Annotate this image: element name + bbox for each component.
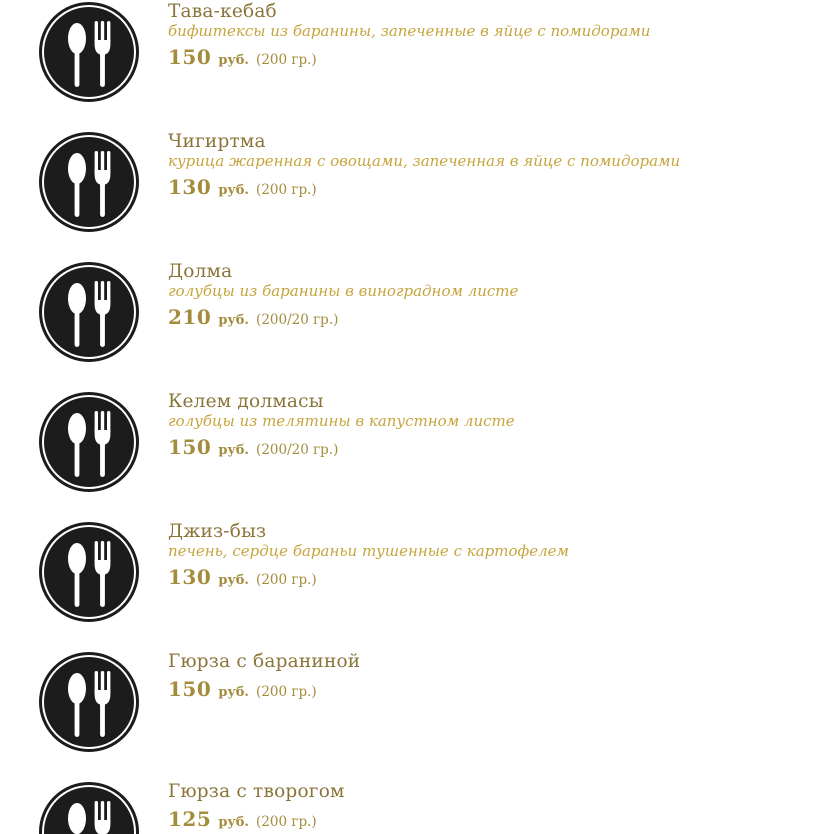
portion-size: (200 гр.) [256, 814, 317, 830]
cutlery-icon [39, 392, 139, 492]
portion-size: (200 гр.) [256, 572, 317, 588]
price-value: 130 [168, 565, 212, 589]
dish-price [168, 432, 818, 462]
portion-size: (200/20 гр.) [256, 312, 339, 328]
dish-price [168, 42, 818, 72]
cutlery-icon [39, 2, 139, 102]
menu-item[interactable] [0, 650, 832, 780]
dish-description: курица жаренная с овощами, запеченная в яйце с помидорами [168, 152, 681, 170]
price-currency: руб. [218, 313, 249, 328]
dish-price [168, 562, 818, 592]
dish-name: Чигиртма [168, 131, 266, 152]
price-currency: руб. [218, 53, 249, 68]
menu-item[interactable] [0, 260, 832, 390]
dish-price [168, 302, 818, 332]
price-currency: руб. [218, 573, 249, 588]
cutlery-icon [39, 262, 139, 362]
dish-description: голубцы из баранины в виноградном листе [168, 282, 519, 300]
dish-name: Гюрза с бараниной [168, 651, 361, 672]
menu-item[interactable] [0, 390, 832, 520]
cutlery-icon [39, 652, 139, 752]
price-currency: руб. [218, 443, 249, 458]
price-value: 150 [168, 45, 212, 69]
dish-description: печень, сердце бараньи тушенные с картофелем [168, 542, 569, 560]
dish-name: Долма [168, 261, 233, 282]
portion-size: (200 гр.) [256, 52, 317, 68]
dish-price [168, 674, 818, 704]
dish-description: голубцы из телятины в капустном листе [168, 412, 515, 430]
price-currency: руб. [218, 183, 249, 198]
price-currency: руб. [218, 815, 249, 830]
price-value: 150 [168, 677, 212, 701]
dish-name: Джиз-быз [168, 521, 267, 542]
menu-item[interactable] [0, 0, 832, 130]
portion-size: (200 гр.) [256, 182, 317, 198]
dish-description: бифштексы из баранины, запеченные в яйце с помидорами [168, 22, 651, 40]
price-value: 125 [168, 807, 212, 831]
price-value: 210 [168, 305, 212, 329]
menu-item[interactable] [0, 520, 832, 650]
dish-name: Тава-кебаб [168, 1, 277, 22]
menu-item[interactable] [0, 130, 832, 260]
dish-name: Гюрза с творогом [168, 781, 345, 802]
portion-size: (200/20 гр.) [256, 442, 339, 458]
dish-name: Келем долмасы [168, 391, 324, 412]
dish-price [168, 172, 818, 202]
price-value: 130 [168, 175, 212, 199]
portion-size: (200 гр.) [256, 684, 317, 700]
menu-item[interactable] [0, 780, 832, 834]
dish-price [168, 804, 818, 834]
cutlery-icon [39, 782, 139, 834]
price-value: 150 [168, 435, 212, 459]
cutlery-icon [39, 132, 139, 232]
cutlery-icon [39, 522, 139, 622]
price-currency: руб. [218, 685, 249, 700]
